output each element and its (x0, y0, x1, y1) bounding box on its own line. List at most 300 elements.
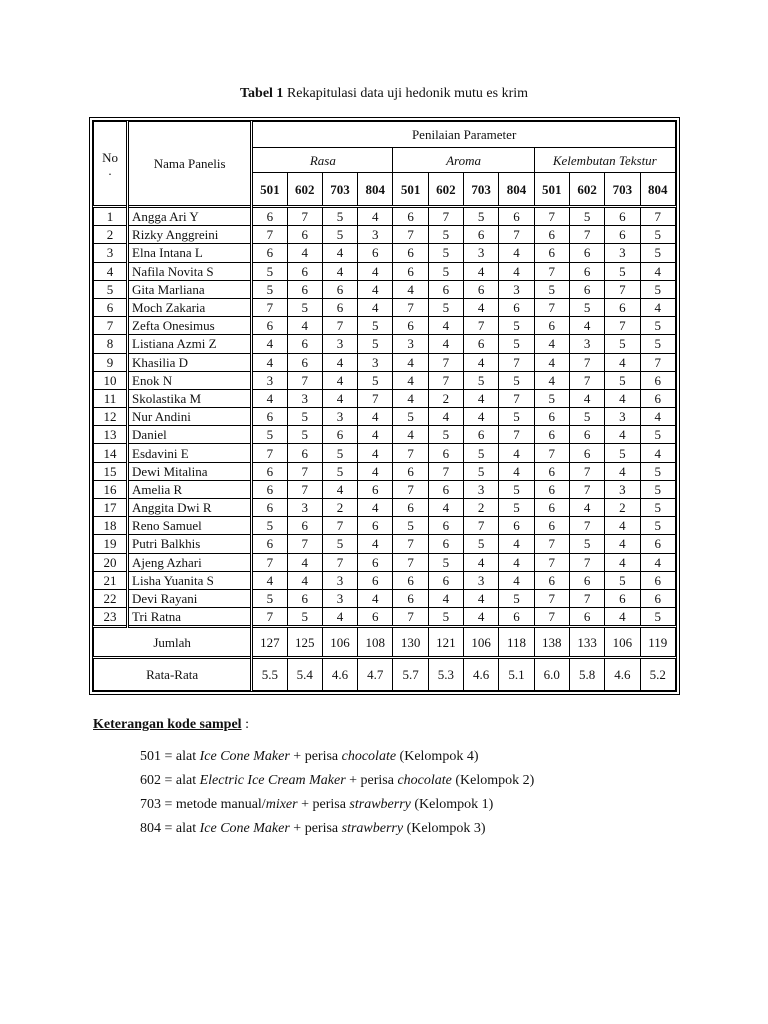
row-no: 16 (94, 480, 128, 498)
score-cell: 4 (428, 589, 463, 607)
table-row (94, 535, 676, 553)
sum-row-cell: 106 (464, 627, 499, 658)
panelist-name: Khasilia D (128, 353, 252, 371)
row-no: 10 (94, 371, 128, 389)
score-cell: 5 (499, 335, 534, 353)
score-cell: 5 (640, 499, 675, 517)
score-cell: 7 (534, 262, 569, 280)
score-cell: 4 (534, 371, 569, 389)
panelist-name: Ajeng Azhari (128, 553, 252, 571)
header-param: Aroma (393, 148, 534, 173)
score-cell: 4 (499, 462, 534, 480)
panelist-name: Dewi Mitalina (128, 462, 252, 480)
score-cell: 4 (640, 408, 675, 426)
score-cell: 5 (252, 426, 287, 444)
score-cell: 6 (358, 244, 393, 262)
score-cell: 5 (499, 499, 534, 517)
table-row (94, 280, 676, 298)
score-cell: 6 (499, 517, 534, 535)
score-cell: 7 (287, 480, 322, 498)
header-code: 703 (605, 173, 640, 207)
score-cell: 3 (358, 226, 393, 244)
header-param: Kelembutan Tekstur (534, 148, 675, 173)
table-row (94, 571, 676, 589)
header-code: 602 (428, 173, 463, 207)
score-cell: 6 (287, 226, 322, 244)
score-cell: 5 (534, 280, 569, 298)
score-cell: 4 (605, 462, 640, 480)
score-cell: 5 (428, 608, 463, 627)
row-no: 17 (94, 499, 128, 517)
score-cell: 6 (534, 317, 569, 335)
score-cell: 7 (534, 444, 569, 462)
note-code: 602 = alat (140, 773, 200, 788)
score-cell: 3 (499, 280, 534, 298)
score-cell: 6 (358, 608, 393, 627)
score-cell: 6 (640, 571, 675, 589)
score-cell: 2 (605, 499, 640, 517)
sum-row-cell: 133 (569, 627, 604, 658)
panelist-name: Putri Balkhis (128, 535, 252, 553)
score-cell: 6 (534, 408, 569, 426)
average-row-cell: 5.3 (428, 658, 463, 691)
score-cell: 6 (287, 262, 322, 280)
table-row (94, 262, 676, 280)
score-cell: 6 (393, 262, 428, 280)
sum-row-cell: 119 (640, 627, 675, 658)
score-cell: 4 (605, 535, 640, 553)
table-row (94, 408, 676, 426)
score-cell: 7 (393, 444, 428, 462)
score-cell: 4 (287, 317, 322, 335)
score-cell: 7 (534, 535, 569, 553)
average-row-cell: 5.1 (499, 658, 534, 691)
average-row-cell: 5.7 (393, 658, 428, 691)
score-cell: 6 (358, 571, 393, 589)
score-cell: 3 (322, 571, 357, 589)
notes-list (140, 745, 534, 841)
score-cell: 6 (428, 280, 463, 298)
score-cell: 4 (393, 353, 428, 371)
score-cell: 6 (393, 589, 428, 607)
score-cell: 4 (393, 426, 428, 444)
score-cell: 6 (252, 480, 287, 498)
note-italic: Ice Cone Maker (199, 749, 290, 764)
panelist-name: Moch Zakaria (128, 298, 252, 316)
score-cell: 5 (287, 426, 322, 444)
row-no: 8 (94, 335, 128, 353)
sum-row-cell: 125 (287, 627, 322, 658)
sum-row-cell: 130 (393, 627, 428, 658)
score-cell: 5 (605, 335, 640, 353)
score-cell: 7 (499, 353, 534, 371)
score-cell: 6 (393, 244, 428, 262)
score-cell: 4 (464, 553, 499, 571)
table-row (94, 298, 676, 316)
hedonic-table (89, 117, 680, 695)
score-cell: 5 (252, 262, 287, 280)
row-no: 18 (94, 517, 128, 535)
score-cell: 3 (605, 480, 640, 498)
sum-row-cell: 138 (534, 627, 569, 658)
score-cell: 3 (287, 499, 322, 517)
score-cell: 4 (428, 408, 463, 426)
score-cell: 6 (252, 408, 287, 426)
score-cell: 3 (464, 571, 499, 589)
score-cell: 5 (499, 317, 534, 335)
score-cell: 5 (640, 226, 675, 244)
score-cell: 7 (499, 426, 534, 444)
score-cell: 7 (287, 535, 322, 553)
sum-row-cell: 108 (358, 627, 393, 658)
score-cell: 3 (322, 589, 357, 607)
score-cell: 5 (252, 517, 287, 535)
score-cell: 5 (640, 244, 675, 262)
score-cell: 4 (499, 262, 534, 280)
score-cell: 3 (252, 371, 287, 389)
score-cell: 4 (358, 280, 393, 298)
score-cell: 7 (499, 389, 534, 407)
note-group: (Kelompok 1) (410, 797, 494, 812)
header-no-dot: . (108, 162, 112, 178)
score-cell: 5 (464, 444, 499, 462)
score-cell: 6 (640, 535, 675, 553)
notes-title: Keterangan kode sampel (93, 717, 242, 732)
score-cell: 5 (605, 571, 640, 589)
score-cell: 4 (252, 389, 287, 407)
score-cell: 5 (605, 371, 640, 389)
sum-row (94, 627, 676, 658)
score-cell: 6 (534, 462, 569, 480)
score-cell: 6 (428, 571, 463, 589)
score-cell: 6 (569, 280, 604, 298)
score-cell: 7 (605, 280, 640, 298)
score-cell: 4 (322, 389, 357, 407)
note-group: (Kelompok 4) (396, 749, 479, 764)
panelist-name: Zefta Onesimus (128, 317, 252, 335)
score-cell: 4 (322, 353, 357, 371)
score-cell: 4 (358, 462, 393, 480)
score-cell: 4 (428, 499, 463, 517)
score-cell: 6 (287, 335, 322, 353)
row-no: 14 (94, 444, 128, 462)
score-cell: 5 (640, 480, 675, 498)
note-group: (Kelompok 2) (451, 773, 535, 788)
score-cell: 5 (499, 408, 534, 426)
score-cell: 4 (605, 353, 640, 371)
note-code: 501 = alat (140, 749, 200, 764)
score-cell: 6 (569, 444, 604, 462)
row-no: 9 (94, 353, 128, 371)
row-no: 22 (94, 589, 128, 607)
header-code: 804 (499, 173, 534, 207)
score-cell: 7 (252, 553, 287, 571)
score-cell: 6 (358, 553, 393, 571)
score-cell: 6 (464, 280, 499, 298)
score-cell: 6 (358, 517, 393, 535)
score-cell: 5 (640, 426, 675, 444)
score-cell: 6 (287, 589, 322, 607)
score-cell: 6 (605, 298, 640, 316)
score-cell: 4 (640, 262, 675, 280)
average-row-label: Rata-Rata (94, 658, 252, 691)
table-row (94, 608, 676, 627)
note-flavor: chocolate (397, 773, 452, 788)
score-cell: 7 (569, 480, 604, 498)
header-name: Nama Panelis (128, 122, 252, 207)
caption-text: Rekapitulasi data uji hedonik mutu es krim (286, 86, 529, 101)
note-code: 804 = alat (140, 821, 200, 836)
score-cell: 4 (358, 535, 393, 553)
score-cell: 4 (358, 499, 393, 517)
score-cell: 7 (252, 608, 287, 627)
score-cell: 7 (322, 517, 357, 535)
score-cell: 7 (569, 553, 604, 571)
table-row (94, 480, 676, 498)
score-cell: 3 (464, 244, 499, 262)
score-cell: 2 (322, 499, 357, 517)
score-cell: 5 (287, 298, 322, 316)
score-cell: 6 (393, 571, 428, 589)
score-cell: 6 (322, 298, 357, 316)
score-cell: 4 (287, 244, 322, 262)
header-code: 501 (252, 173, 287, 207)
score-cell: 4 (534, 335, 569, 353)
note-line (140, 745, 534, 769)
score-cell: 7 (569, 353, 604, 371)
row-no: 21 (94, 571, 128, 589)
panelist-name: Lisha Yuanita S (128, 571, 252, 589)
note-italic: mixer (265, 797, 298, 812)
score-cell: 4 (358, 426, 393, 444)
score-cell: 6 (287, 353, 322, 371)
row-no: 11 (94, 389, 128, 407)
score-cell: 5 (464, 535, 499, 553)
score-cell: 4 (252, 353, 287, 371)
score-cell: 4 (322, 244, 357, 262)
score-cell: 7 (569, 226, 604, 244)
score-cell: 7 (393, 480, 428, 498)
header-no-label: No (102, 149, 118, 165)
score-cell: 5 (358, 317, 393, 335)
note-line (140, 769, 534, 793)
score-cell: 4 (464, 298, 499, 316)
panelist-name: Skolastika M (128, 389, 252, 407)
score-cell: 4 (464, 589, 499, 607)
score-cell: 4 (358, 298, 393, 316)
row-no: 19 (94, 535, 128, 553)
panelist-name: Reno Samuel (128, 517, 252, 535)
score-cell: 5 (393, 408, 428, 426)
score-cell: 6 (393, 207, 428, 226)
score-cell: 5 (499, 589, 534, 607)
score-cell: 7 (393, 535, 428, 553)
score-cell: 6 (428, 535, 463, 553)
score-cell: 4 (605, 389, 640, 407)
average-row-cell: 5.5 (252, 658, 287, 691)
header-code: 602 (569, 173, 604, 207)
data-table (93, 121, 676, 691)
score-cell: 5 (358, 371, 393, 389)
score-cell: 5 (534, 389, 569, 407)
score-cell: 6 (569, 426, 604, 444)
note-code: 703 = metode manual/ (140, 797, 266, 812)
score-cell: 4 (322, 371, 357, 389)
panelist-name: Gita Marliana (128, 280, 252, 298)
score-cell: 4 (640, 298, 675, 316)
note-flavor: chocolate (341, 749, 397, 764)
table-row (94, 389, 676, 407)
score-cell: 7 (605, 317, 640, 335)
note-text: + perisa (297, 797, 350, 812)
score-cell: 6 (252, 499, 287, 517)
note-flavor: strawberry (341, 821, 404, 836)
score-cell: 7 (287, 371, 322, 389)
score-cell: 6 (393, 499, 428, 517)
note-group: (Kelompok 3) (403, 821, 486, 836)
score-cell: 4 (358, 444, 393, 462)
score-cell: 5 (252, 589, 287, 607)
row-no: 6 (94, 298, 128, 316)
average-row-cell: 4.6 (464, 658, 499, 691)
score-cell: 7 (252, 444, 287, 462)
score-cell: 5 (499, 480, 534, 498)
sum-row-cell: 106 (605, 627, 640, 658)
score-cell: 7 (569, 517, 604, 535)
score-cell: 5 (640, 280, 675, 298)
score-cell: 5 (393, 517, 428, 535)
score-cell: 4 (358, 207, 393, 226)
score-cell: 4 (464, 408, 499, 426)
score-cell: 3 (393, 335, 428, 353)
score-cell: 6 (287, 444, 322, 462)
score-cell: 7 (534, 207, 569, 226)
score-cell: 6 (534, 226, 569, 244)
row-no: 12 (94, 408, 128, 426)
score-cell: 6 (569, 244, 604, 262)
score-cell: 4 (464, 262, 499, 280)
score-cell: 7 (322, 553, 357, 571)
score-cell: 7 (428, 353, 463, 371)
score-cell: 4 (569, 317, 604, 335)
table-row (94, 226, 676, 244)
row-no: 2 (94, 226, 128, 244)
score-cell: 4 (287, 553, 322, 571)
row-no: 5 (94, 280, 128, 298)
average-row-cell: 4.6 (322, 658, 357, 691)
score-cell: 4 (428, 335, 463, 353)
score-cell: 4 (358, 262, 393, 280)
score-cell: 7 (252, 226, 287, 244)
table-row (94, 444, 676, 462)
row-no: 15 (94, 462, 128, 480)
score-cell: 5 (464, 371, 499, 389)
score-cell: 5 (569, 207, 604, 226)
score-cell: 5 (322, 462, 357, 480)
score-cell: 5 (428, 262, 463, 280)
score-cell: 6 (428, 517, 463, 535)
score-cell: 6 (534, 517, 569, 535)
panelist-name: Tri Ratna (128, 608, 252, 627)
score-cell: 7 (569, 462, 604, 480)
score-cell: 2 (428, 389, 463, 407)
score-cell: 5 (464, 207, 499, 226)
score-cell: 4 (569, 499, 604, 517)
sample-code-notes (93, 717, 534, 841)
score-cell: 3 (322, 408, 357, 426)
score-cell: 6 (287, 517, 322, 535)
row-no: 13 (94, 426, 128, 444)
score-cell: 5 (428, 426, 463, 444)
score-cell: 4 (322, 262, 357, 280)
note-line (140, 817, 534, 841)
average-row-cell: 4.6 (605, 658, 640, 691)
score-cell: 7 (252, 298, 287, 316)
score-cell: 3 (322, 335, 357, 353)
score-cell: 4 (499, 444, 534, 462)
score-cell: 4 (393, 389, 428, 407)
average-row-cell: 6.0 (534, 658, 569, 691)
score-cell: 5 (428, 244, 463, 262)
score-cell: 3 (605, 244, 640, 262)
sum-row-cell: 106 (322, 627, 357, 658)
score-cell: 6 (358, 480, 393, 498)
score-cell: 6 (428, 444, 463, 462)
score-cell: 7 (393, 226, 428, 244)
score-cell: 7 (393, 298, 428, 316)
average-row-cell: 5.2 (640, 658, 675, 691)
panelist-name: Daniel (128, 426, 252, 444)
score-cell: 6 (640, 371, 675, 389)
table-row (94, 317, 676, 335)
row-no: 1 (94, 207, 128, 226)
score-cell: 6 (499, 298, 534, 316)
score-cell: 6 (322, 280, 357, 298)
panelist-name: Rizky Anggreini (128, 226, 252, 244)
header-code: 501 (534, 173, 569, 207)
score-cell: 4 (464, 389, 499, 407)
score-cell: 5 (287, 608, 322, 627)
score-cell: 6 (640, 389, 675, 407)
header-group: Penilaian Parameter (252, 122, 676, 148)
score-cell: 7 (534, 553, 569, 571)
score-cell: 5 (322, 535, 357, 553)
row-no: 23 (94, 608, 128, 627)
score-cell: 7 (569, 371, 604, 389)
score-cell: 7 (393, 608, 428, 627)
score-cell: 3 (358, 353, 393, 371)
average-row-cell: 4.7 (358, 658, 393, 691)
score-cell: 6 (393, 317, 428, 335)
score-cell: 4 (605, 426, 640, 444)
score-cell: 7 (640, 207, 675, 226)
header-code: 804 (640, 173, 675, 207)
score-cell: 4 (605, 553, 640, 571)
score-cell: 6 (534, 571, 569, 589)
score-cell: 6 (569, 571, 604, 589)
table-row (94, 499, 676, 517)
score-cell: 6 (252, 207, 287, 226)
score-cell: 5 (322, 226, 357, 244)
note-italic: Electric Ice Cream Maker (199, 773, 346, 788)
table-row (94, 371, 676, 389)
table-row (94, 517, 676, 535)
sum-row-cell: 127 (252, 627, 287, 658)
score-cell: 6 (640, 589, 675, 607)
header-code: 703 (464, 173, 499, 207)
table-row (94, 553, 676, 571)
score-cell: 4 (499, 571, 534, 589)
